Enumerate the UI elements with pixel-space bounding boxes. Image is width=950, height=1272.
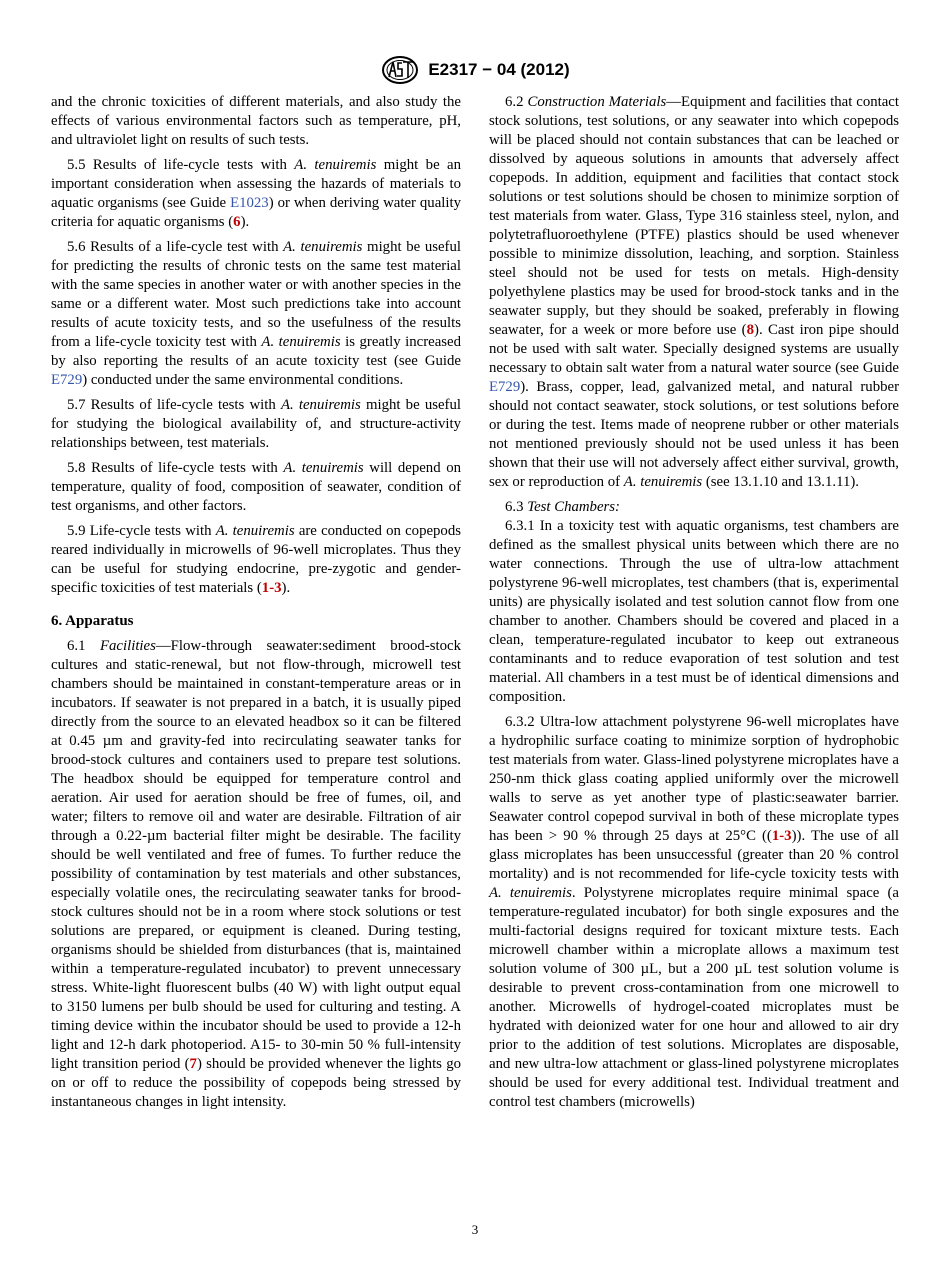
- section-6-3-2: 6.3.2 Ultra-low attachment polystyrene 96-well microplates have a hydrophilic surface coating to minimize sorption of hydrophobic test materials from water. Glass-lined polystyrene microplates have a 250-nm thick glass coating applied uniformly over the microwell walls to serve as yet another type of plastic:seawater barrier. Seawater control copepod survival in both of these microplate types has been > 90 % through 25 days at 25°C ((1-3)). The use of all glass microplates has been unsuccessful (greater than 20 % control mortality) and is not recommended for life-cycle toxicity tests with A. tenuiremis. Polystyrene microplates require minimal space (a temperature-regulated incubator) for both single exposures and the multi-factorial designs required for toxicant mixture tests. Each microwell chamber within a microplate allows a maximum test solution volume of 300 µL, but a 200 µL test solution volume is desirable to prevent cross-contamination from one microwell to another. Microwells of hydrogel-coated microplates must be hydrated with deionized water for one hour and allowed to air dry prior to the addition of test solutions. Microplates are disposable, and new ultra-low attachment or glass-lined polystyrene microplates should be used for every additional test. Individual treatment and control test chambers (microwells): [489, 714, 899, 1110]
- reference-link[interactable]: 7: [189, 1056, 197, 1072]
- section-6-heading: 6. Apparatus: [51, 613, 134, 629]
- guide-link-e1023[interactable]: E1023: [230, 195, 269, 211]
- guide-link-e729[interactable]: E729: [489, 379, 521, 395]
- section-6-3: 6.3 Test Chambers:: [505, 499, 620, 515]
- left-column: [51, 93, 461, 1118]
- reference-link[interactable]: 6: [233, 214, 241, 230]
- astm-logo: [380, 55, 420, 85]
- guide-link-e729[interactable]: E729: [51, 372, 83, 388]
- section-6-2: 6.2 Construction Materials—Equipment and facilities that contact stock solutions, test solutions, or any seawater into which copepods will be placed should not contain substances that can be leached or dissolved by aqueous solutions in amounts that adversely affect copepods. In addition, equipment and facilities that contact stock solutions or test solutions should be chosen to minimize sorption of test materials from water. Glass, Type 316 stainless steel, nylon, and polytetrafluoroethylene (PTFE) plastics should be used whenever possible to minimize dissolution, leaching, and sorption. Stainless steel should not be used for tests on metals. High-density polyethylene plastics may be used for brood-stock tanks and in the seawater supply, but they should be soaked, preferably in flowing seawater, for a week or more before use (8). Cast iron pipe should not be used with salt water. Specially designed systems are usually necessary to obtain salt water from a natural water source (see Guide E729). Brass, copper, lead, galvanized metal, and natural rubber should not contact seawater, stock solutions, or test solutions before or during the test. Items made of neoprene rubber or other materials not mentioned previously should not be used unless it has been shown that their use will not adversely affect either survival, growth, sex or reproduction of A. tenuiremis (see 13.1.10 and 13.1.11).: [489, 94, 899, 490]
- section-5-6: 5.6 Results of a life-cycle test with A. tenuiremis might be useful for predicting the results of chronic tests on the same test material with the same species in another water or with another species in the same or a different water. Most such predictions take into account results of acute toxicity tests, and so the usefulness of the results from a life-cycle toxicity test with A. tenuiremis is greatly increased by also reporting the results of an acute toxicity test (see Guide E729) conducted under the same environmental conditions.: [51, 239, 461, 388]
- section-5-7: 5.7 Results of life-cycle tests with A. tenuiremis might be useful for studying the biological availability of, and structure-activity relationships between, test materials.: [51, 397, 461, 451]
- section-5-8: 5.8 Results of life-cycle tests with A. tenuiremis will depend on temperature, quality of food, composition of seawater, condition of test organisms, and other factors.: [51, 460, 461, 514]
- page-number: 3: [471, 1222, 479, 1237]
- reference-link[interactable]: 8: [746, 322, 755, 338]
- reference-link[interactable]: 1-3: [771, 828, 792, 844]
- section-5-9: 5.9 Life-cycle tests with A. tenuiremis are conducted on copepods reared individually in microwells of 96-well microplates. Thus they can be useful for studying endocrine, pre-zygotic and gender-specific toxicities of test materials (1-3).: [51, 523, 461, 596]
- section-5-5: 5.5 Results of life-cycle tests with A. tenuiremis might be an important consideration when assessing the hazards of materials to aquatic organisms (see Guide E1023) or when deriving water quality criteria for aquatic organisms (6).: [51, 157, 462, 230]
- right-column: [489, 93, 899, 1118]
- page-header: [0, 55, 950, 85]
- section-6-1: 6.1 Facilities—Flow-through seawater:sediment brood-stock cultures and static-renewal, but not flow-through, microwell test chambers should be maintained in constant-temperature areas or in incubators. If seawater is not prepared in a batch, it is usually piped directly from the source to an elevated headbox so it can be filtered at 0.45 µm and gravity-fed into recirculating seawater tanks for brood-stock cultures and containers used to prepare test solutions. The headbox should be equipped for temperature control and aeration. Air used for aeration should be free of fumes, oil, and water; filters to remove oil and water are desirable. Filtration of air through a 0.22-µm bacterial filter might be desirable. The facility should be well ventilated and free of fumes. To further reduce the possibility of contamination by test materials and other substances, especially volatile ones, the recirculating seawater tanks for brood-stock cultures should not be in a room where stock solutions or test solutions are prepared, or equipment is cleaned. During testing, organisms should be shielded from disturbances (that is, maintained within a temperature-regulated incubator) to prevent unnecessary stress. White-light fluorescent bulbs (40 W) with light output equal to 3150 lumens per bulb should be used for culturing and testing. A timing device within the incubator should be used to provide a 12-h light and 12-h dark photoperiod. A15- to 30-min 50 % full-intensity light transition period (7) should be provided whenever the lights go on or off to reduce the possibility of copepods being stressed by instantaneous changes in light intensity.: [51, 638, 462, 1110]
- section-6-3-1: 6.3.1 In a toxicity test with aquatic organisms, test chambers are defined as the smallest physical units between which there are no water connections. Through the use of ultra-low attachment polystyrene 96-well microplates, test chambers (that is, experimental units) are physically isolated and test solution cannot flow from one chamber to another. Chambers should be covered and placed in a clean, temperature-regulated incubator to keep out extraneous contaminants and to reduce evaporation of test solution and test material. All chambers in a test must be of identical dimensions and composition.: [489, 518, 899, 705]
- intro-paragraph: and the chronic toxicities of different materials, and also study the effects of various environmental factors such as temperature, pH, and ultraviolet light on results of such tests.: [51, 94, 461, 148]
- document-designation: E2317 − 04 (2012): [428, 60, 570, 79]
- reference-link[interactable]: 1-3: [261, 580, 282, 596]
